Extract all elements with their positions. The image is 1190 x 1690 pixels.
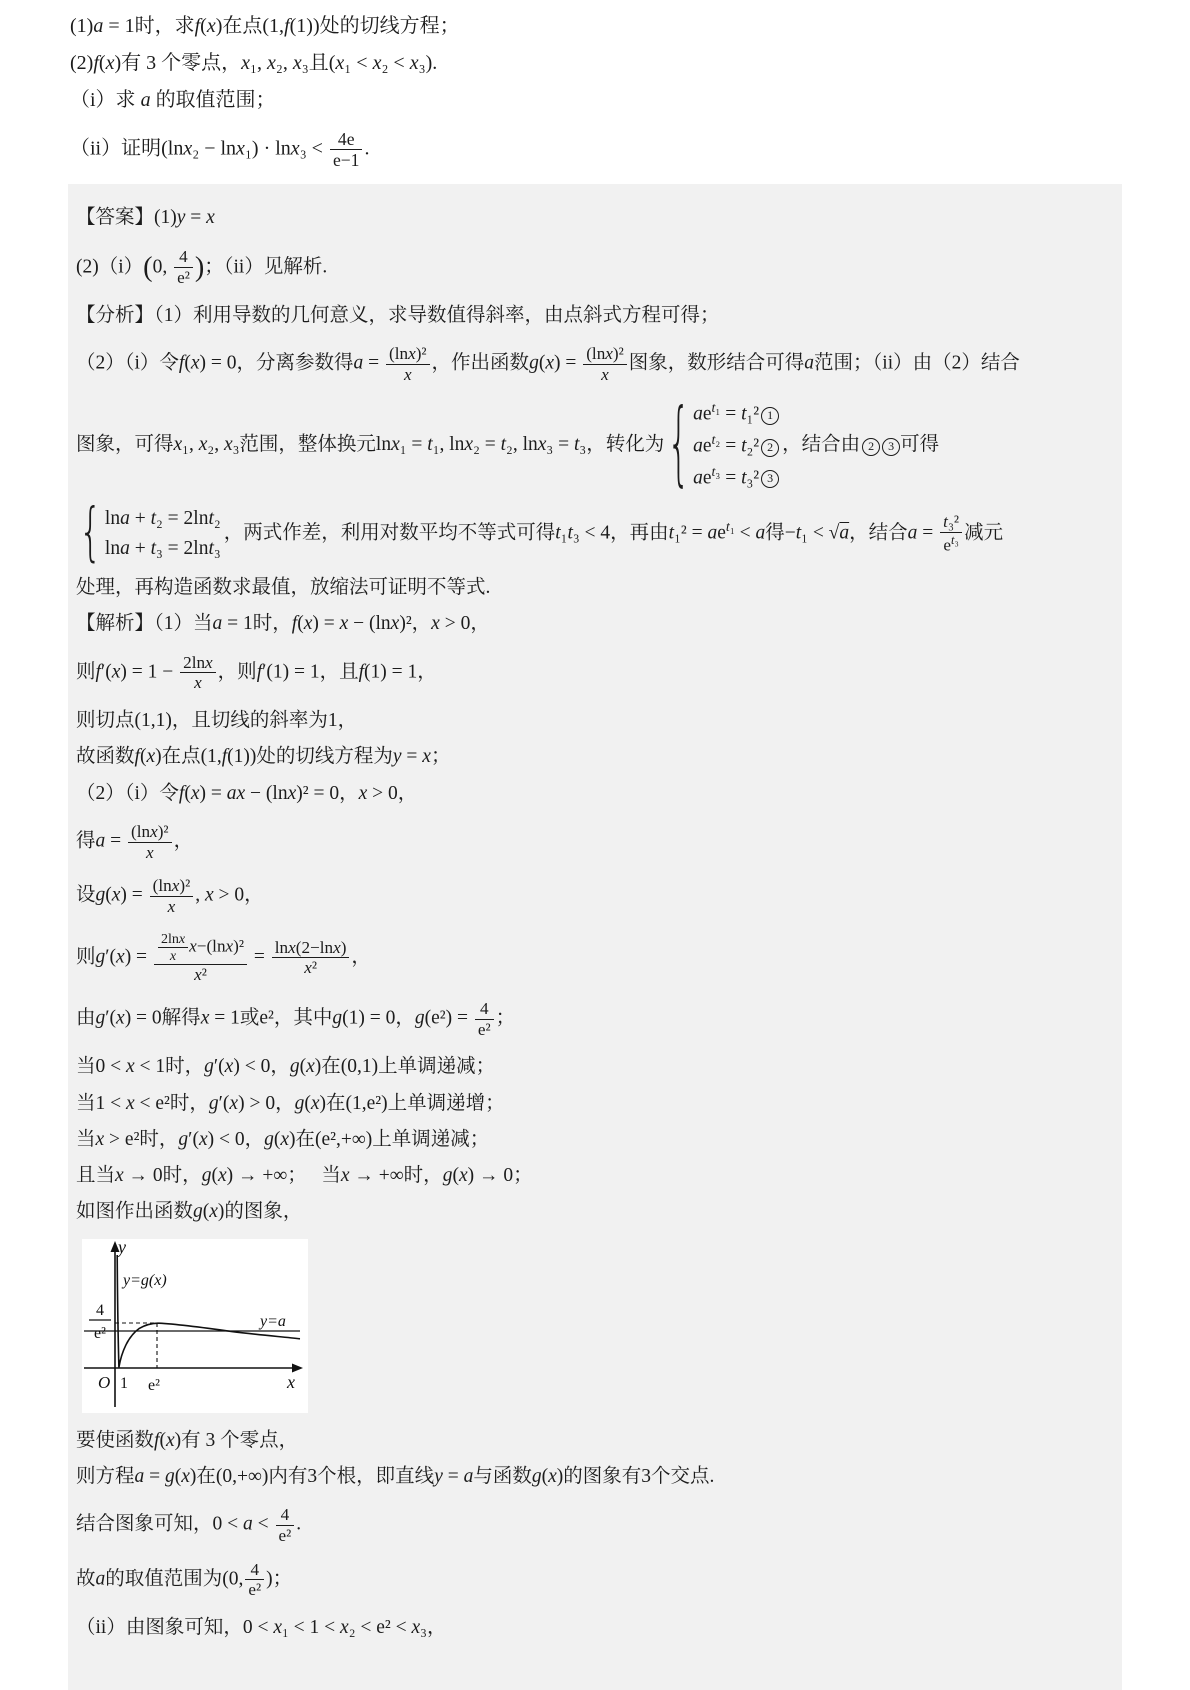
problem-line-4: （ii）证明(lnx₂ − lnx₁) · lnx₃ < $\frac{4e}{e-1}$ . bbox=[70, 129, 370, 171]
answer-line-1: 【答案】(1)y = x bbox=[76, 207, 215, 229]
solution-line-1: 【解析】（1）当a = 1时，f(x) = x − (lnx)²，x > 0， bbox=[76, 613, 490, 635]
solution-line-9: 由g′(x) = 0解得x = 1或e²，其中g(1) = 0，g(e²) = $\frac{4}{\text{e²}}$ ； bbox=[76, 998, 516, 1039]
solution-line-4: 故函数f(x)在点(1,f(1))处的切线方程为y = x； bbox=[76, 746, 451, 768]
x-axis-label: x bbox=[287, 1371, 295, 1392]
solution-line-17: 结合图象可知，0 < a < $\frac{4}{\text{e²}}$ . bbox=[76, 1505, 302, 1545]
origin-label: O bbox=[98, 1372, 111, 1392]
problem-line-1: (1)a = 1时，求f(x)在点(1,f(1))处的切线方程； bbox=[70, 15, 460, 37]
answer-line-2: (2)（i）(0, $\frac{4}{\text{e²}}$ )；（ii）见解析. bbox=[76, 247, 328, 288]
solution-line-5: （2）（i）令f(x) = ax − (lnx)² = 0，x > 0， bbox=[76, 782, 418, 804]
solution-line-8: 则g′(x) = $\frac{2\ln x}{x}$ x−(lnx)² x² = $\frac{\ln x(2-\ln x)}{\text{x²}}$ ， bbox=[76, 930, 371, 985]
solution-line-6: 得a = $\frac{\text{(lnx)²}}{x}$ ， bbox=[76, 821, 194, 862]
y-max-numerator: 4 bbox=[96, 1301, 104, 1319]
solution-line-15: 要使函数f(x)有 3 个零点， bbox=[76, 1429, 299, 1451]
function-graph bbox=[82, 1239, 308, 1413]
analysis-line-2: （2）（i）令f(x) = 0，分离参数得a = $\frac{\text{(lnx)²}}{x}$ ，作出函数g(x) = $\frac{\text{(lnx)²}}{x}$ 图象，数形结合可得a范围；（ii）由（2）结合 bbox=[76, 344, 1020, 384]
y-max-denominator: e² bbox=[94, 1324, 106, 1342]
solution-line-10: 当0 < x < 1时，g′(x) < 0，g(x)在(0,1)上单调递减； bbox=[76, 1056, 496, 1078]
solution-line-12: 当x > e²时，g′(x) < 0，g(x)在(e²,+∞)上单调递减； bbox=[76, 1128, 490, 1150]
analysis-line-5: 处理，再构造函数求最值，放缩法可证明不等式. bbox=[76, 577, 491, 599]
y-axis-label: y bbox=[118, 1238, 126, 1257]
analysis-line-4: { lna + t₂ = 2lnt₂ lna + t₃ = 2lnt₃ ，两式作差，利用对数平均不等式可得t₁t₃ < 4，再由$t_1^2 = ae^{t_1} < a$得−t₁ < √a，结合a = $\frac{\text{t₃²}}{e^{t_3}}$ 减元 bbox=[79, 496, 1004, 569]
analysis-line-1: 【分析】（1）利用导数的几何意义，求导数值得斜率，由点斜式方程可得； bbox=[76, 304, 720, 326]
problem-line-2: (2)f(x)有 3 个零点，x₁, x₂, x₃且(x₁ < x₂ < x₃). bbox=[70, 52, 438, 74]
solution-line-11: 当1 < x < e²时，g′(x) > 0，g(x)在(1,e²)上单调递增； bbox=[76, 1092, 505, 1114]
solution-line-14: 如图作出函数g(x)的图象， bbox=[76, 1201, 303, 1223]
answer-analysis-solution-block bbox=[68, 184, 1122, 1690]
solution-line-19: （ii）由图象可知，0 < x₁ < 1 < x₂ < e² < x₃， bbox=[76, 1616, 447, 1638]
tick-e2-label: e² bbox=[148, 1376, 160, 1394]
solution-line-7: 设g(x) = $\frac{\text{(lnx)²}}{x}$ , x > 0， bbox=[76, 876, 264, 916]
solution-line-2: 则f′(x) = 1 − $\frac{2\ln x}{x}$ ，则f′(1) = 1，且f(1) = 1， bbox=[76, 652, 437, 693]
analysis-line-3: 图象，可得x₁, x₂, x₃范围，整体换元lnx₁ = t₁, lnx₂ = t₂, lnx₃ = t₃，转化为 { $ae^{t_1} = t_1^2$ 1 $ae^{t_2} = t_2^2$ 2 $ae^{t_3} = t_3^2$ 3 ，结合由 2 3 可得 bbox=[76, 392, 940, 497]
hline-label: y=a bbox=[260, 1312, 286, 1330]
problem-statement bbox=[0, 0, 1190, 170]
solution-line-13: 且当x → 0时，g(x) → +∞； 当x → +∞时，g(x) → 0； bbox=[76, 1165, 533, 1187]
problem-line-3: （i）求 a 的取值范围； bbox=[70, 89, 276, 111]
tick-1-label: 1 bbox=[120, 1374, 128, 1392]
solution-line-16: 则方程a = g(x)在(0,+∞)内有3个根，即直线y = a与函数g(x)的图象有3个交点. bbox=[76, 1465, 715, 1487]
curve-label: y=g(x) bbox=[123, 1271, 167, 1289]
solution-line-3: 则切点(1,1)，且切线的斜率为1， bbox=[76, 710, 358, 732]
solution-line-18: 故a的取值范围为(0, $\frac{4}{\text{e²}}$ )； bbox=[76, 1559, 293, 1600]
